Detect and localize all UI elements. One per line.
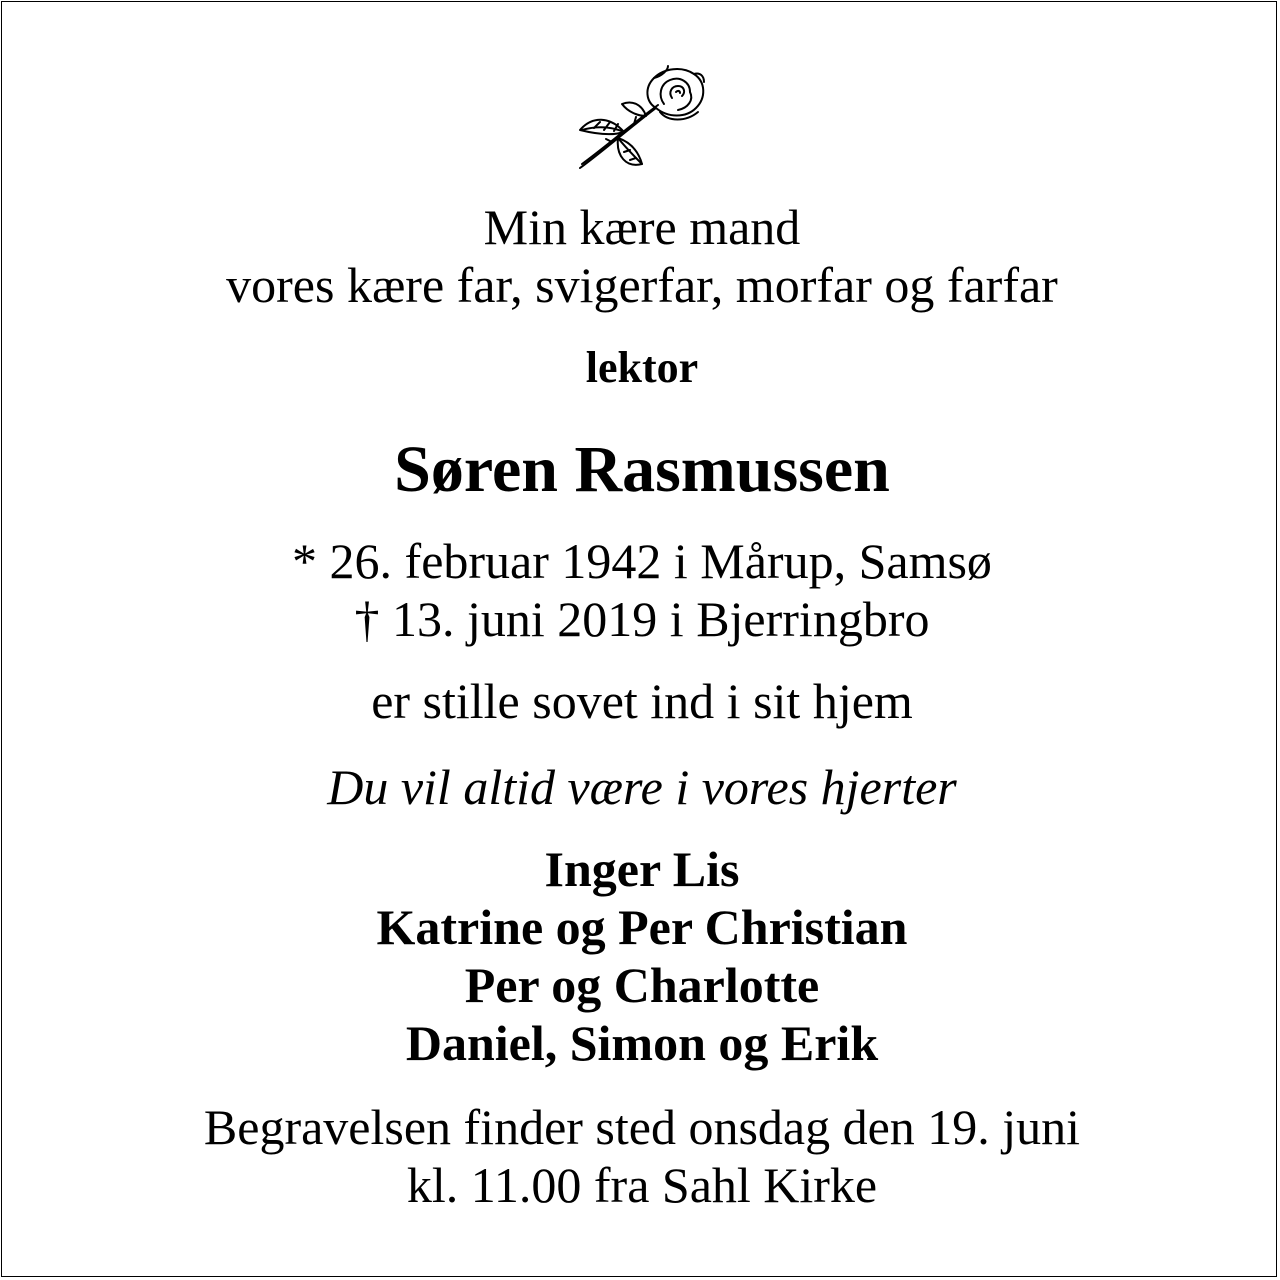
funeral-info [2,1098,1280,1214]
passing-statement: er stille sovet ind i sit hjem [371,673,913,729]
family-member: Per og Charlotte [464,957,820,1013]
intro-line-2: vores kære far, svigerfar, morfar og farfar [226,257,1058,313]
funeral-line-1: Begravelsen finder sted onsdag den 19. juni [203,1099,1081,1155]
family-member: Daniel, Simon og Erik [405,1015,879,1071]
rose-icon [572,64,712,174]
family-member: Katrine og Per Christian [376,899,908,955]
family-member: Inger Lis [544,841,740,897]
life-dates [2,532,1280,648]
family-names [2,840,1280,1072]
deceased-name: Søren Rasmussen [394,433,890,506]
birth-date: * 26. februar 1942 i Mårup, Samsø [292,533,992,589]
memorial-quote: Du vil altid være i vores hjerter [327,759,957,815]
death-date: † 13. juni 2019 i Bjerringbro [354,591,930,647]
notice-frame [1,1,1277,1277]
deceased-title: lektor [585,343,699,392]
funeral-line-2: kl. 11.00 fra Sahl Kirke [406,1157,878,1213]
intro-text [2,198,1280,314]
intro-line-1: Min kære mand [483,199,801,255]
